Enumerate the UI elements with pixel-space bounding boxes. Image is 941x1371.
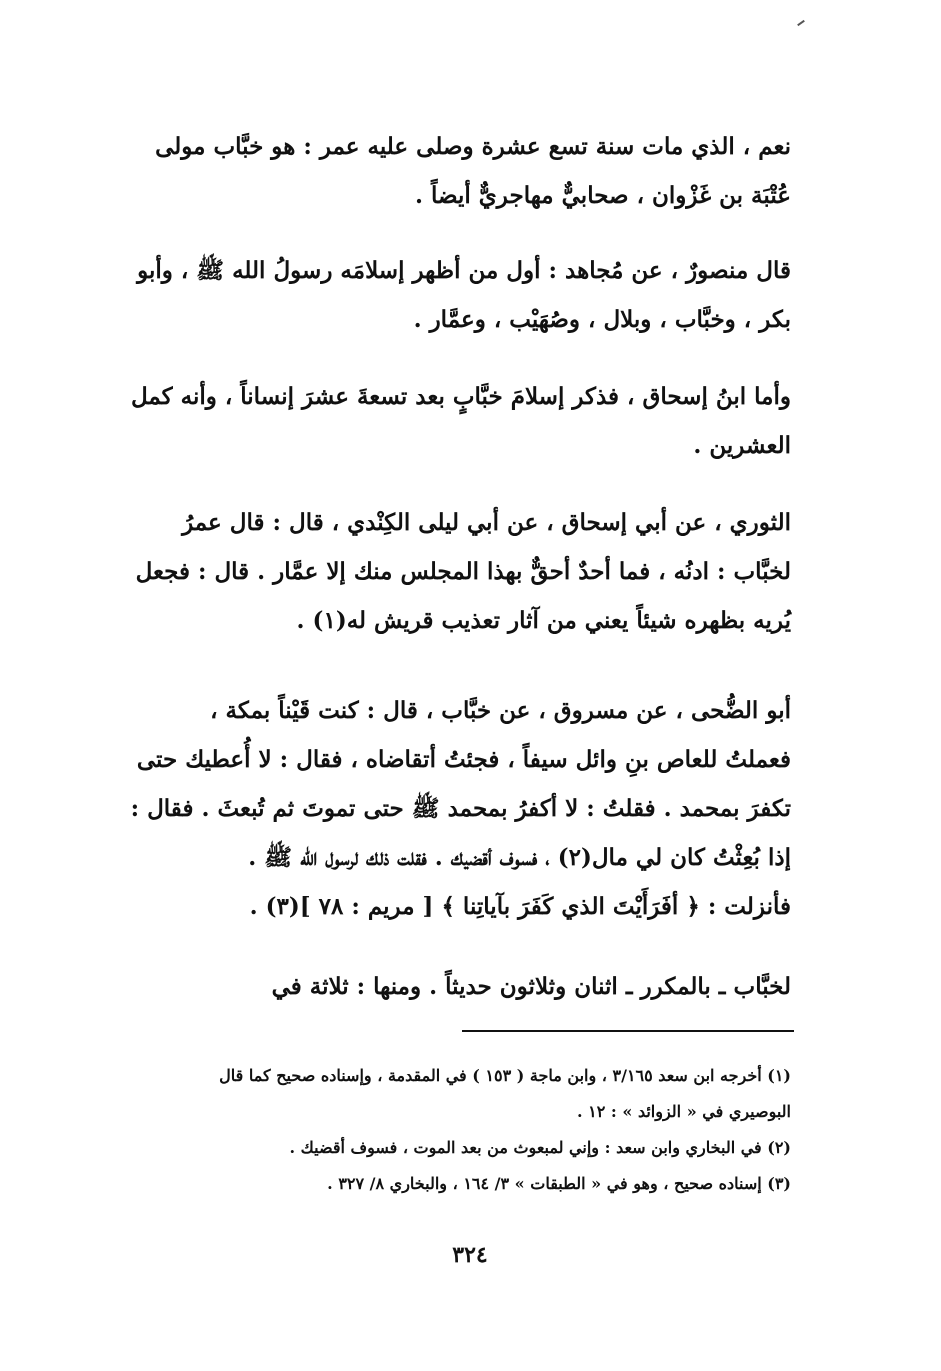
paragraph-1 [133,122,791,220]
footnote-3: (٣) إسناده صحيح ، وهو في « الطبقات » ٣/ ١٦٤ ، والبخاري ٨/ ٣٢٧ . [327,1174,791,1193]
footnote-1-continued: البوصيري في « الزوائد » : ١٢ . [577,1102,791,1121]
paragraph-3 [130,372,791,470]
paragraph-line: لخبَّاب : ادنُه ، فما أحدٌ أحقٌّ بهذا المجلس منك إلا عمَّار . قال : فجعل [135,558,791,585]
paragraph-line: العشرين . [693,432,791,459]
paragraph-5 [130,686,791,931]
paragraph-line: بكر ، وخبَّاب ، وبلال ، وصُهَيْب ، وعمَّار . [413,306,791,333]
footnote-2: (٢) في البخاري وابن سعد : وإني لمبعوث من بعد الموت ، فسوف أقضيك . [289,1138,791,1157]
footnote-1: (١) أخرجه ابن سعد ٣/١٦٥ ، وابن ماجة ( ١٥٣ ) في المقدمة ، وإسناده صحيح كما قال [219,1066,791,1085]
paragraph-line: الثوري ، عن أبي إسحاق ، عن أبي ليلى الكِنْدي ، قال : قال عمرُ [182,509,791,536]
paragraph-line: فعملتُ للعاص بنِ وائل سيفاً ، فجئتُ أتقاضاه ، فقال : لا أُعطيك حتى [136,746,791,773]
paragraph-2 [133,246,791,344]
paragraph-line: عُتْبَة بن غَزْوان ، صحابيٌّ مهاجريٌّ أيضاً . [415,182,791,209]
paragraph-line: فأنزلت : ﴿ أفَرَأَيْتَ الذي كَفَرَ بآياتِنا ﴾ [ مريم : ٧٨ ](٣) . [249,893,791,920]
paragraph-line: إذا بُعِثْتُ كان لي مال(٢) ، فسوف أقضيك . فقلت ذلك لرسول الله ﷺ . [248,844,791,871]
paragraph-line: وأما ابنُ إسحاق ، فذكر إسلامَ خبَّابٍ بعد تسعةَ عشرَ إنساناً ، وأنه كمل [130,383,791,410]
footnotes [133,1058,791,1202]
paragraph-line: تكفرَ بمحمد . فقلتُ : لا أكفرُ بمحمد ﷺ حتى تموتَ ثم تُبعثَ . فقال : [130,795,791,822]
scan-mark [797,20,805,26]
paragraph-line: قال منصورٌ ، عن مُجاهد : أول من أظهر إسلامَه رسولُ الله ﷺ ، وأبو [137,257,791,284]
paragraph-4 [133,498,791,645]
footnote-divider [462,1030,794,1032]
paragraph-line: لخبَّاب ـ بالمكرر ـ اثنان وثلاثون حديثاً . ومنها : ثلاثة في [271,973,791,1000]
paragraph-line: أبو الضُّحى ، عن مسروق ، عن خبَّاب ، قال : كنت قَيْناً بمكة ، [210,697,791,724]
paragraph-line: نعم ، الذي مات سنة تسع عشرة وصلى عليه عمر : هو خبَّاب مولى [155,133,791,160]
page-number: ٣٢٤ [452,1242,488,1268]
paragraph-line: يُريه بظهره شيئاً يعني من آثار تعذيب قريش له(١) . [296,607,791,634]
paragraph-6 [133,962,791,1011]
